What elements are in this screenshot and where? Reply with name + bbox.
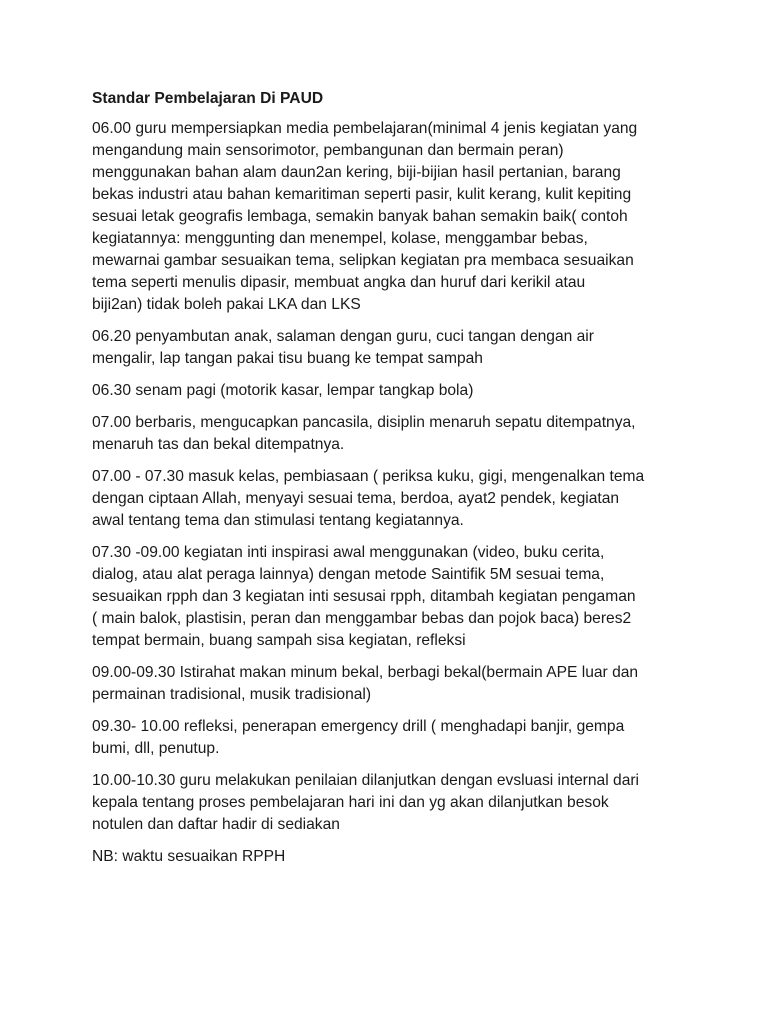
paragraph-line: menaruh tas dan bekal ditempatnya. xyxy=(92,436,345,453)
paragraph-line: ( main balok, plastisin, peran dan menggambar bebas dan pojok baca) beres2 xyxy=(92,610,632,627)
paragraph xyxy=(92,412,692,456)
paragraph-line: bekas industri atau bahan kemaritiman seperti pasir, kulit kerang, kulit kepiting xyxy=(92,186,632,203)
paragraph-line: mengalir, lap tangan pakai tisu buang ke tempat sampah xyxy=(92,350,483,367)
paragraph xyxy=(92,326,692,370)
paragraph-line: mengandung main sensorimotor, pembangunan dan bermain peran) xyxy=(92,142,564,159)
document-title: Standar Pembelajaran Di PAUD xyxy=(92,90,324,107)
paragraph-line: kepala tentang proses pembelajaran hari ini dan yg akan dilanjutkan besok xyxy=(92,794,609,811)
paragraph-line: bumi, dll, penutup. xyxy=(92,740,220,757)
paragraph-line: tempat bermain, buang sampah sisa kegiatan, refleksi xyxy=(92,632,466,649)
paragraph-line: NB: waktu sesuaikan RPPH xyxy=(92,848,286,865)
paragraph xyxy=(92,542,692,652)
paragraph-line: 07.00 berbaris, mengucapkan pancasila, disiplin menaruh sepatu ditempatnya, xyxy=(92,414,636,431)
paragraph-line: permainan tradisional, musik tradisional) xyxy=(92,686,372,703)
paragraph-line: awal tentang tema dan stimulasi tentang kegiatannya. xyxy=(92,512,464,529)
paragraph-line: 07.30 -09.00 kegiatan inti inspirasi awal menggunakan (video, buku cerita, xyxy=(92,544,605,561)
paragraph xyxy=(92,662,692,706)
paragraph-line: tema seperti menulis dipasir, membuat angka dan huruf dari kerikil atau xyxy=(92,274,586,291)
paragraph-line: kegiatannya: menggunting dan menempel, kolase, menggambar bebas, xyxy=(92,230,588,247)
paragraph-line: biji2an) tidak boleh pakai LKA dan LKS xyxy=(92,296,361,313)
paragraph-line: dengan ciptaan Allah, menyayi sesuai tema, berdoa, ayat2 pendek, kegiatan xyxy=(92,490,620,507)
paragraph-line: 09.00-09.30 Istirahat makan minum bekal, berbagi bekal(bermain APE luar dan xyxy=(92,664,639,681)
paragraph xyxy=(92,846,692,868)
paragraph-line: menggunakan bahan alam daun2an kering, biji-bijian hasil pertanian, barang xyxy=(92,164,621,181)
paragraph-line: 06.20 penyambutan anak, salaman dengan guru, cuci tangan dengan air xyxy=(92,328,594,345)
paragraph-line: 06.00 guru mempersiapkan media pembelajaran(minimal 4 jenis kegiatan yang xyxy=(92,120,638,137)
document-page xyxy=(92,88,692,878)
paragraph-line: sesuai letak geografis lembaga, semakin banyak bahan semakin baik( contoh xyxy=(92,208,628,225)
paragraph-line: dialog, atau alat peraga lainnya) dengan metode Saintifik 5M sesuai tema, xyxy=(92,566,605,583)
paragraph-line: mewarnai gambar sesuaikan tema, selipkan kegiatan pra membaca sesuaikan xyxy=(92,252,634,269)
paragraph-line: 06.30 senam pagi (motorik kasar, lempar tangkap bola) xyxy=(92,382,474,399)
paragraph-line: notulen dan daftar hadir di sediakan xyxy=(92,816,340,833)
paragraph xyxy=(92,716,692,760)
paragraph xyxy=(92,118,692,316)
paragraph-line: sesuaikan rpph dan 3 kegiatan inti sesusai rpph, ditambah kegiatan pengaman xyxy=(92,588,636,605)
paragraph xyxy=(92,770,692,836)
paragraph-line: 10.00-10.30 guru melakukan penilaian dilanjutkan dengan evsluasi internal dari xyxy=(92,772,640,789)
paragraph xyxy=(92,380,692,402)
paragraph-line: 09.30- 10.00 refleksi, penerapan emergency drill ( menghadapi banjir, gempa xyxy=(92,718,625,735)
paragraph xyxy=(92,466,692,532)
paragraph-line: 07.00 - 07.30 masuk kelas, pembiasaan ( periksa kuku, gigi, mengenalkan tema xyxy=(92,468,645,485)
document-body xyxy=(92,118,692,868)
